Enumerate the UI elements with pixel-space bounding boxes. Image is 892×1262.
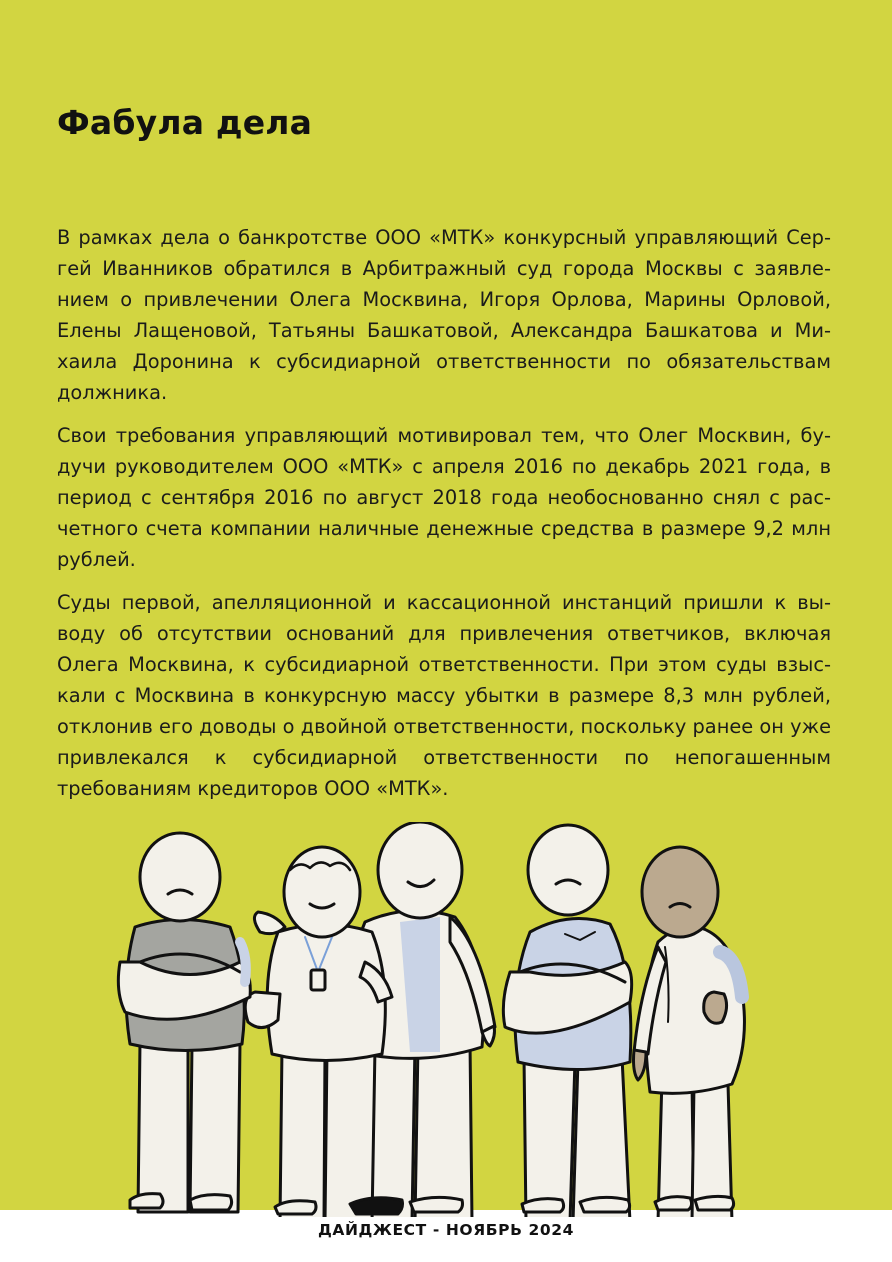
footer-label: ДАЙДЖЕСТ - НОЯБРЬ 2024 <box>317 1221 575 1239</box>
person-5 <box>634 847 745 1217</box>
page-title: Фабула дела <box>57 103 313 142</box>
paragraph-1: В рамках дела о банкротстве ООО «МТК» конкурсный управляющий Сергей Иванников обратился в Арбитражный суд города Москвы с заявлением о привлечении Олега Москвина, Игоря Орлова, Марины Орловой, Елены Лащеновой, Татьяны Башкатовой, Александра Башкатова и Михаила Доронина к субсидиарной ответственности по обязательствам должника. <box>57 226 831 404</box>
person-1 <box>118 833 250 1212</box>
paragraph-3: Суды первой, апелляционной и кассационной инстанций пришли к выводу об отсутствии оснований для привлечения ответчиков, включая Олега Москвина, к субсидиарной ответственности. При этом суды взыскали с Москвина в конкурсную массу убытки в размере 8,3 млн рублей, отклонив его доводы о двойной ответственности, поскольку ранее он уже привлекался к субсидиарной ответственности по непогашенным требованиям кредиторов ООО «МТК». <box>57 591 831 800</box>
people-illustration <box>110 822 760 1217</box>
person-2 <box>245 847 392 1217</box>
body-text <box>57 222 831 816</box>
person-4 <box>503 825 631 1217</box>
paragraph-2: Свои требования управляющий мотивировал тем, что Олег Москвин, будучи руководителем ООО «МТК» с апреля 2016 по декабрь 2021 года, в период с сентября 2016 по август 2018 года необоснованно снял с расчетного счета компании наличные денежные средства в размере 9,2 млн рублей. <box>57 424 831 571</box>
shoes <box>130 1194 734 1214</box>
